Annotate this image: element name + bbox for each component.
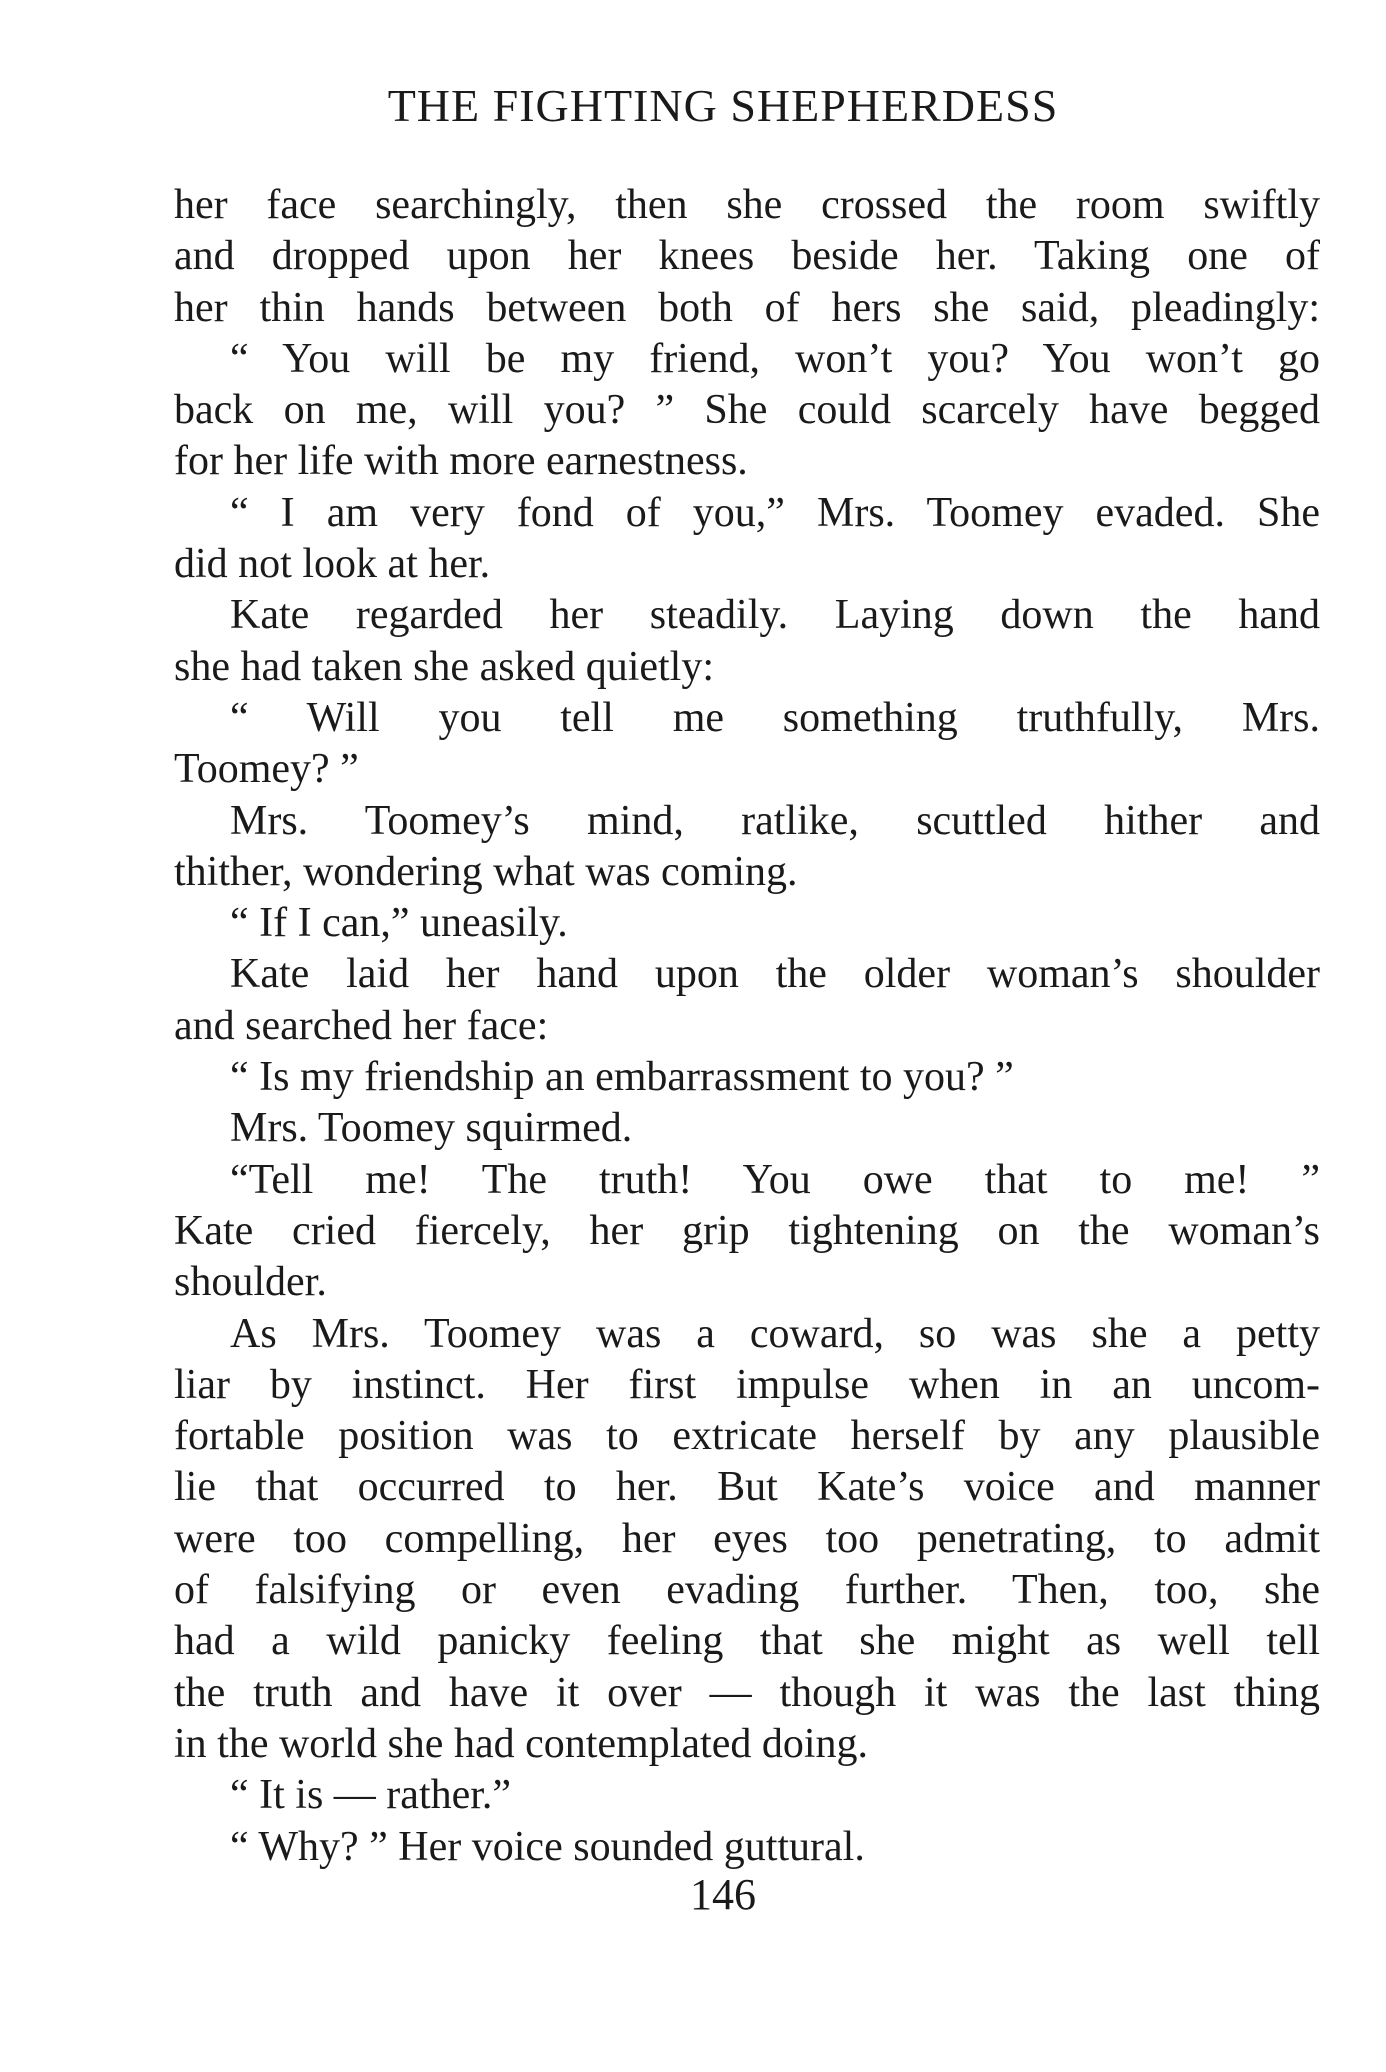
text-line: her thin hands between both of hers she said, pleadingly: xyxy=(174,284,1320,331)
text-line: Mrs. Toomey’s mind, ratlike, scuttled hither and xyxy=(230,797,1320,844)
text-line: and searched her face: xyxy=(174,1002,549,1049)
text-line: for her life with more earnestness. xyxy=(174,438,748,485)
text-line: fortable position was to extricate herself by any plausible xyxy=(174,1413,1320,1460)
text-line: she had taken she asked quietly: xyxy=(174,643,715,690)
body-text xyxy=(174,180,1320,1873)
text-line: “ It is — rather.” xyxy=(230,1772,512,1819)
text-line: thither, wondering what was coming. xyxy=(174,848,798,895)
text-line: back on me, will you? ” She could scarcely have begged xyxy=(174,387,1320,434)
text-line: “ Will you tell me something truthfully, Mrs. xyxy=(230,694,1320,741)
text-line: “ If I can,” uneasily. xyxy=(230,900,568,947)
text-line: Kate regarded her steadily. Laying down the hand xyxy=(230,592,1320,639)
text-line: did not look at her. xyxy=(174,541,491,588)
text-line: “ You will be my friend, won’t you? You won’t go xyxy=(230,335,1320,382)
text-line: shoulder. xyxy=(174,1259,327,1306)
text-line: her face searchingly, then she crossed the room swiftly xyxy=(174,182,1320,228)
text-line: of falsifying or even evading further. Then, too, she xyxy=(174,1567,1320,1614)
text-line: Kate cried fiercely, her grip tightening on the woman’s xyxy=(174,1207,1320,1254)
text-line: “ Is my friendship an embarrassment to you? ” xyxy=(230,1054,1014,1101)
text-line: Mrs. Toomey squirmed. xyxy=(230,1105,633,1152)
text-line: “ I am very fond of you,” Mrs. Toomey evaded. She xyxy=(230,489,1320,536)
running-head: THE FIGHTING SHEPHERDESS xyxy=(387,80,1059,131)
text-line: liar by instinct. Her first impulse when in an uncom- xyxy=(174,1361,1320,1408)
text-line: were too compelling, her eyes too penetrating, to admit xyxy=(174,1515,1320,1562)
text-line: lie that occurred to her. But Kate’s voice and manner xyxy=(174,1464,1320,1511)
text-line: “ Why? ” Her voice sounded guttural. xyxy=(230,1823,865,1870)
text-line: Kate laid her hand upon the older woman’s shoulder xyxy=(230,951,1320,998)
text-line: and dropped upon her knees beside her. Taking one of xyxy=(174,233,1320,280)
page-number: 146 xyxy=(690,1870,756,1919)
text-line: in the world she had contemplated doing. xyxy=(174,1720,869,1767)
text-line: “Tell me! The truth! You owe that to me! ” xyxy=(230,1156,1320,1203)
text-line: As Mrs. Toomey was a coward, so was she a petty xyxy=(230,1310,1320,1357)
text-line: the truth and have it over — though it was the last thing xyxy=(174,1669,1320,1716)
text-line: Toomey? ” xyxy=(174,746,359,793)
text-line: had a wild panicky feeling that she might as well tell xyxy=(174,1618,1320,1665)
